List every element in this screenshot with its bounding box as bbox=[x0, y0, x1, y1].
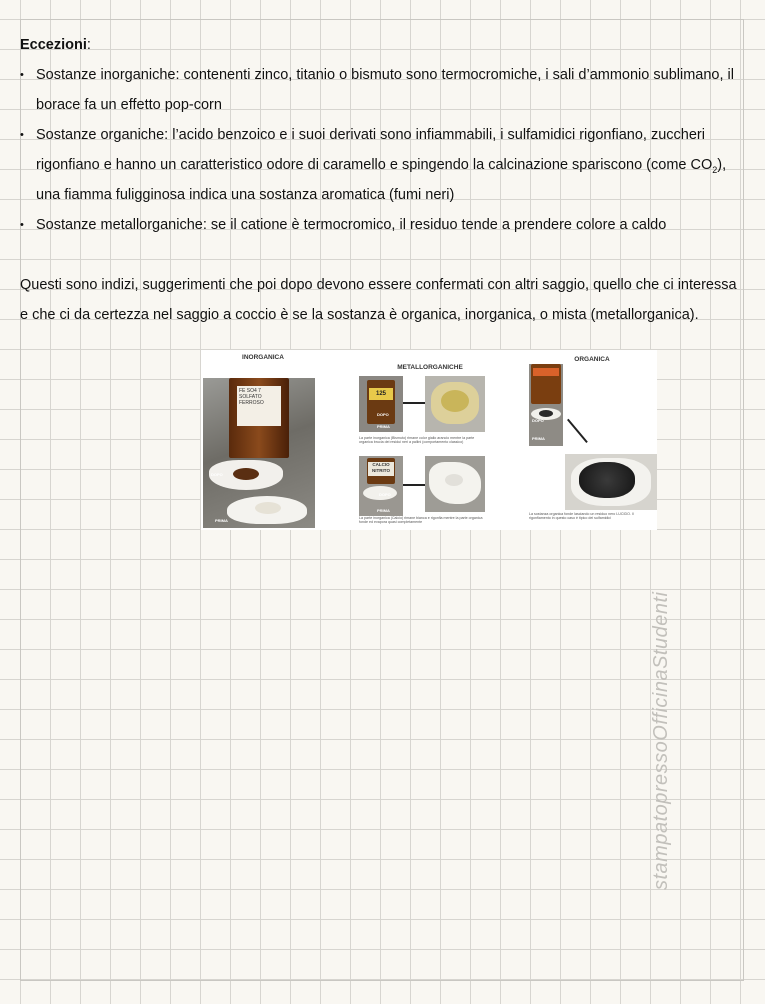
list-item-organic bbox=[20, 120, 745, 210]
reagent-jar bbox=[367, 380, 395, 424]
organic-closeup bbox=[565, 454, 657, 510]
metallorganic-photo-top bbox=[359, 376, 403, 432]
jar-label-line: SOLFATO bbox=[239, 394, 262, 400]
residue-white bbox=[445, 474, 463, 486]
document-body bbox=[20, 30, 745, 330]
label-after: DOPO bbox=[379, 492, 391, 497]
jar-cap bbox=[533, 368, 559, 376]
arrow-icon bbox=[403, 402, 425, 404]
panel-title: ORGANICA bbox=[574, 356, 610, 363]
panel-title: METALLORGANICHE bbox=[397, 364, 463, 371]
watermark-text: stampatopressoOfficinaStudenti bbox=[650, 591, 672, 890]
residue-black bbox=[539, 410, 553, 417]
list-item-text: Sostanze inorganiche: contenenti zinco, titanio o bismuto sono termocromiche, i sali d’ammonio sublimano, il borace fa un effetto pop-corn bbox=[36, 67, 734, 113]
list-item-text-continued: ), una fiamma fuligginosa indica una sostanza aromatica (fumi neri) bbox=[36, 157, 727, 203]
list-item-text: Sostanze organiche: l’acido benzoico e i suoi derivati sono infiammabili, i sulfamidici rigonfiano, zuccheri rigonfiano e hanno un caratteristico odore di caramello e spingendo la calcinazione spariscono (come CO bbox=[36, 127, 713, 173]
heading-title: Eccezioni bbox=[20, 37, 87, 53]
label-before: PRIMA bbox=[532, 436, 545, 441]
body-paragraph: Questi sono indizi, suggerimenti che poi dopo devono essere confermati con altri saggio, quello che ci interessa e che ci da certezza nel saggio a coccio è se la sostanza è organica, inorganica, o mista (metallorganica). bbox=[20, 277, 737, 323]
residue-brown bbox=[233, 468, 259, 480]
panel-inorganic bbox=[201, 350, 325, 530]
subscript: 2 bbox=[712, 164, 718, 175]
label-before: PRIMA bbox=[215, 518, 228, 523]
metallorganic-closeup-top bbox=[425, 376, 485, 432]
caption-top: La parte inorganica (Bismuto) rimane color giallo arancio mentre la parte organica brucia dei residui neri a pallini (comportamento classico) bbox=[359, 436, 475, 445]
inorganic-photo bbox=[203, 378, 315, 528]
label-after: DOPO bbox=[532, 418, 544, 423]
jar-label-line: CALCIO bbox=[372, 462, 390, 467]
label-after: DOPO bbox=[211, 472, 223, 477]
organic-photo bbox=[529, 364, 563, 446]
panel-organic bbox=[527, 350, 657, 530]
metallorganic-photo-bottom bbox=[359, 456, 403, 516]
exceptions-list bbox=[20, 60, 745, 240]
comparison-figure bbox=[201, 350, 657, 530]
jar-label-line: FERROSO bbox=[239, 400, 264, 406]
jar-label-line: NITRITO bbox=[372, 468, 390, 473]
list-item-metallorganic bbox=[20, 210, 745, 240]
jar-label bbox=[237, 386, 281, 426]
jar-label-line: FE SO4 7 bbox=[239, 388, 261, 394]
label-before: PRIMA bbox=[377, 424, 390, 429]
list-item-inorganic bbox=[20, 60, 745, 120]
metallorganic-closeup-bottom bbox=[425, 456, 485, 512]
section-heading bbox=[20, 30, 745, 60]
heading-colon: : bbox=[86, 37, 91, 53]
jar-label bbox=[368, 462, 394, 476]
residue-black bbox=[579, 462, 635, 498]
residue-yellow bbox=[441, 390, 469, 412]
label-before: PRIMA bbox=[377, 508, 390, 513]
caption-bottom: La parte inorganica (Calcio) rimane bianca e rigonfia mentre la parte organica fonde ed evapora quasi completamente bbox=[359, 516, 483, 525]
label-after: DOPO bbox=[377, 412, 389, 417]
sample-white bbox=[255, 502, 281, 514]
jar-label: 125 bbox=[369, 388, 393, 400]
panel-metallorganic bbox=[355, 350, 505, 530]
caption-organic: La sostanza organica fonde lasciando un residuo nero LUCIDO. Il rigonfiamento in questo caso è tipico dei sulfamidici bbox=[529, 512, 634, 521]
arrow-icon bbox=[567, 419, 588, 443]
panel-title: INORGANICA bbox=[242, 354, 284, 361]
list-item-text: Sostanze metallorganiche: se il catione è termocromico, il residuo tende a prendere colore a caldo bbox=[36, 217, 667, 233]
arrow-icon bbox=[403, 484, 425, 486]
